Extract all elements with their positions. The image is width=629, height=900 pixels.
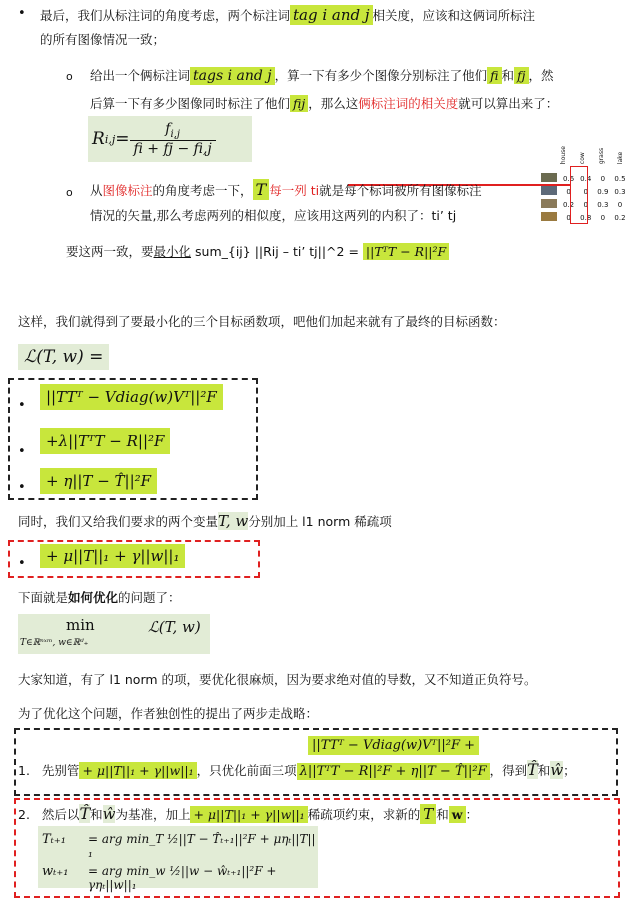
sub-bullet: o — [66, 186, 73, 199]
formula-tag-ij: tag i and j — [290, 5, 373, 25]
sub-bullet: o — [66, 70, 73, 83]
formula-l1: + μ||T||₁ + γ||w||₁ — [190, 806, 307, 823]
list-number: 1. — [18, 763, 30, 778]
formula-tags-ij: tags i and j — [190, 67, 275, 85]
math: i,j — [170, 128, 180, 140]
cell: 0.9 — [597, 187, 609, 196]
header: house — [560, 146, 567, 165]
equation-2-rhs: = arg min_w ½||w − ŵₜ₊₁||²F + γηₜ||w||₁ — [88, 864, 277, 892]
math: ℒ(T, w) — [148, 618, 201, 636]
objective-lhs: ℒ(T, w) = — [18, 344, 109, 370]
formula-w: w — [449, 806, 466, 823]
text: 相关度，应该和这俩词所标注 — [372, 8, 536, 23]
text: ，只优化前面三项 — [196, 763, 297, 778]
image-thumb — [541, 212, 557, 221]
image-thumb — [541, 186, 557, 195]
equation-2-lhs: wₜ₊₁ — [42, 864, 69, 879]
bullet: • — [18, 444, 26, 459]
text: 先别管 — [41, 763, 80, 778]
text: ： — [465, 807, 479, 822]
math: = — [115, 129, 130, 149]
bullet: • — [18, 398, 26, 413]
text: 和 — [537, 763, 551, 778]
paragraph-4 — [18, 588, 181, 606]
bullet: • — [18, 480, 26, 495]
denominator: fi + fj − fi,j — [133, 140, 212, 157]
text: 的角度考虑一下， — [152, 183, 253, 198]
underlined-text: 最小化 — [153, 244, 192, 259]
text: 下面就是 — [18, 590, 69, 605]
paragraph-1-line-2: 的所有图像情况一致； — [40, 32, 166, 47]
text: 后算一下有多少图像同时标注了他们 — [90, 96, 291, 111]
cell: 0 — [600, 213, 606, 222]
text: 和 — [436, 807, 449, 822]
fraction — [130, 121, 216, 157]
formula-vars: T, w — [218, 512, 249, 530]
sub2-line-2: 情况的矢量,那么考虑两列的相似度，应该用这两列的内积了：ti’ tj — [90, 208, 457, 223]
text: ，算一下有多少个图像分别标注了他们 — [274, 68, 488, 83]
text: 和 — [501, 68, 515, 83]
cell: 0.2 — [563, 200, 575, 209]
header: lake — [617, 151, 624, 165]
cell: 0.3 — [597, 200, 609, 209]
image-thumb — [541, 199, 557, 208]
header: grass — [598, 147, 605, 165]
formula-fij: fij — [290, 95, 308, 112]
sub1-line-2 — [90, 94, 558, 112]
text: 和 — [90, 807, 103, 822]
math: min — [66, 616, 95, 634]
cell: 0 — [566, 187, 571, 196]
cell: 0 — [583, 200, 588, 209]
step2-equations — [38, 826, 318, 892]
minimize-line — [66, 242, 449, 260]
formula-r — [88, 116, 252, 162]
highlight-text: 每一列 ti — [269, 183, 320, 198]
equation-1-lhs: Tₜ₊₁ — [42, 832, 66, 847]
step2-line — [18, 804, 478, 823]
cell: 0.8 — [580, 213, 592, 222]
text: ，然 — [528, 68, 554, 83]
text: 最后，我们从标注词的角度考虑，两个标注词 — [40, 8, 291, 23]
sub1-line-1 — [90, 66, 554, 84]
paragraph-5: 大家知道，有了 l1 norm 的项，要优化很麻烦，因为要求绝对值的导数，又不知道正负符号。 — [18, 672, 537, 687]
text: 就可以算出来了： — [458, 96, 559, 111]
text: 的问题了： — [118, 590, 181, 605]
cell: 0.6 — [563, 174, 575, 183]
formula-fi: fi — [487, 67, 501, 84]
step1-formula-line-1: ||TTᵀ − Vdiag(w)Vᵀ||²F + — [308, 736, 479, 755]
step1-formula-line-2: λ||TᵀT − R||²F + η||T − T̂||²F — [297, 763, 490, 780]
text: 然后以 — [41, 807, 80, 822]
step1-line — [18, 760, 576, 779]
formula-that: T̂ — [79, 804, 91, 823]
sub2-line-1 — [90, 180, 482, 199]
cell: 0 — [617, 200, 623, 209]
paragraph-2: 这样，我们就得到了要最小化的三个目标函数项，吧他们加起来就有了最终的目标函数： — [18, 314, 506, 329]
text: 就是每个标词被所有图像标注 — [319, 183, 482, 198]
column-highlight-box — [570, 166, 588, 224]
table-headers — [560, 146, 624, 164]
text: ，得到 — [489, 763, 528, 778]
math: R — [92, 129, 105, 149]
bullet: • — [18, 6, 26, 21]
text: 稀疏项约束，求新的 — [307, 807, 421, 822]
term-2: +λ||TᵀT − R||²F — [40, 428, 170, 454]
formula-t: T — [253, 179, 270, 200]
l1-term: + μ||T||₁ + γ||w||₁ — [40, 544, 185, 568]
text: 从 — [90, 183, 103, 198]
text: ，那么这 — [308, 96, 359, 111]
header: cow — [579, 152, 586, 165]
formula-what: ŵ — [102, 805, 116, 823]
text: 为基准，加上 — [115, 807, 191, 822]
text: 同时，我们又给我们要求的两个变量 — [18, 514, 219, 529]
paragraph-6: 为了优化这个问题，作者独创性的提出了两步走战略： — [18, 706, 319, 721]
formula-that: T̂ — [527, 760, 538, 779]
cell: 0.3 — [614, 187, 626, 196]
list-number: 2. — [18, 807, 30, 822]
paragraph-3 — [18, 512, 392, 530]
highlight-text: 俩标注词的相关度 — [358, 96, 459, 111]
cell: 0.5 — [614, 174, 626, 183]
cell: 0 — [600, 174, 606, 183]
formula-t: T — [420, 804, 436, 824]
bullet: • — [18, 556, 26, 571]
cell: 0 — [566, 213, 571, 222]
text: ； — [563, 763, 576, 778]
formula-l1: + μ||T||₁ + γ||w||₁ — [79, 762, 196, 779]
paragraph-1-line-1 — [40, 6, 535, 24]
text: 要这两一致，要 — [66, 244, 154, 259]
equation-1-rhs: = arg min_T ½||T − T̂ₜ₊₁||²F + μηₜ||T||₁ — [88, 832, 316, 860]
cell: 0.2 — [614, 213, 626, 222]
text: 分别加上 l1 norm 稀疏项 — [248, 514, 392, 529]
highlight-text: 图像标注 — [102, 183, 153, 198]
cell: 0.4 — [580, 174, 592, 183]
term-1: ||TTᵀ − Vdiag(w)Vᵀ||²F — [40, 384, 223, 410]
math: i,j — [104, 132, 116, 146]
numerator — [130, 121, 216, 141]
term-3: + η||T − T̂||²F — [40, 468, 157, 494]
math: f — [165, 121, 171, 138]
bold-text: 如何优化 — [68, 590, 119, 605]
image-thumb — [541, 173, 557, 182]
text: sum_{ij} ||Rij – ti’ tj||^2 = — [191, 244, 363, 259]
formula-fj: fj — [514, 67, 529, 84]
cell: 0 — [583, 187, 588, 196]
math: T∈ℝⁿˣᵐ, w∈ℝᵈ₊ — [20, 638, 89, 648]
text: 给出一个俩标注词 — [90, 68, 191, 83]
formula-ttr: ||TᵀT − R||²F — [363, 243, 449, 260]
formula-what: ŵ — [550, 761, 564, 779]
min-problem — [18, 614, 210, 654]
